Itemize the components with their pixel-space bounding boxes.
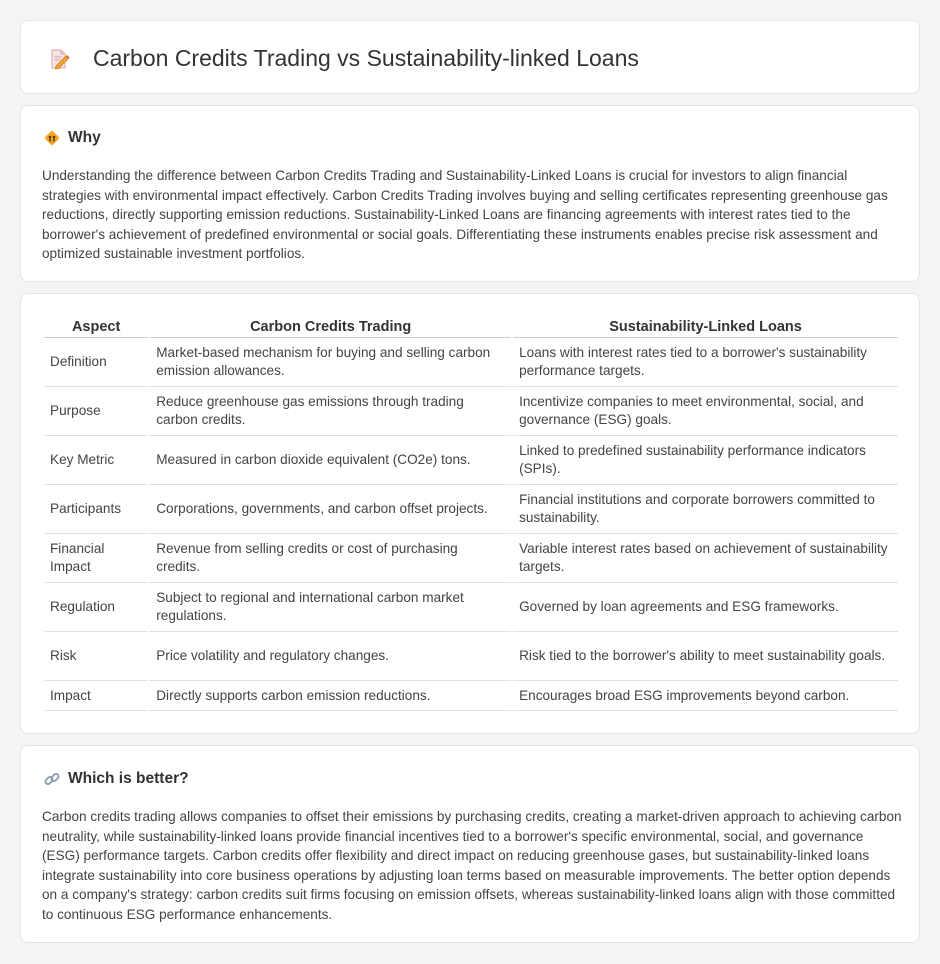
- why-text: Understanding the difference between Carbon Credits Trading and Sustainability-Linked Loans is crucial for investors to align financial strategies with environmental impact effectively. Carbon Credits Trading involves buying and selling certificates representing greenhouse gas reductions, directly supporting emission reductions. Sustainability-Linked Loans are financing agreements with interest rates tied to the borrower's achievement of predefined environmental or social goals. Differentiating these instruments enables precise risk assessment and optimized sustainable investment portfolios.: [42, 168, 888, 262]
- table-row: [44, 436, 898, 485]
- header-aspect: Aspect: [44, 316, 148, 338]
- table-row: [44, 681, 898, 711]
- carbon-cell: Revenue from selling credits or cost of purchasing credits.: [150, 534, 511, 583]
- carbon-cell: Measured in carbon dioxide equivalent (CO2e) tons.: [150, 436, 511, 485]
- header-carbon-credits: Carbon Credits Trading: [150, 316, 511, 338]
- aspect-cell: Financial Impact: [44, 534, 148, 583]
- aspect-cell: Impact: [44, 681, 148, 711]
- carbon-cell: Subject to regional and international carbon market regulations.: [150, 583, 511, 632]
- carbon-cell: Price volatility and regulatory changes.: [150, 632, 511, 681]
- sll-cell: Encourages broad ESG improvements beyond carbon.: [513, 681, 898, 711]
- sll-cell: Linked to predefined sustainability performance indicators (SPIs).: [513, 436, 898, 485]
- table-row: [44, 485, 898, 534]
- document-pencil-icon: [47, 47, 71, 71]
- header-sll: Sustainability-Linked Loans: [513, 316, 898, 338]
- which-better-section: [20, 745, 920, 943]
- aspect-cell: Purpose: [44, 387, 148, 436]
- diamond-sign-icon: [43, 129, 61, 147]
- table-row: [44, 632, 898, 681]
- page-title: Carbon Credits Trading vs Sustainability-linked Loans: [93, 45, 639, 71]
- title-row: [47, 45, 639, 72]
- aspect-cell: Participants: [44, 485, 148, 534]
- table-row: [44, 534, 898, 583]
- table-row: [44, 583, 898, 632]
- aspect-cell: Key Metric: [44, 436, 148, 485]
- why-heading-row: [43, 129, 101, 147]
- sll-cell: Variable interest rates based on achievement of sustainability targets.: [513, 534, 898, 583]
- comparison-table: [42, 316, 900, 711]
- sll-cell: Governed by loan agreements and ESG frameworks.: [513, 583, 898, 632]
- header-card: [20, 20, 920, 94]
- why-section: [20, 105, 920, 282]
- why-heading: Why: [68, 129, 101, 146]
- better-heading: Which is better?: [68, 770, 189, 787]
- table-row: [44, 387, 898, 436]
- carbon-cell: Reduce greenhouse gas emissions through trading carbon credits.: [150, 387, 511, 436]
- sll-cell: Financial institutions and corporate borrowers committed to sustainability.: [513, 485, 898, 534]
- carbon-cell: Directly supports carbon emission reductions.: [150, 681, 511, 711]
- aspect-cell: Risk: [44, 632, 148, 681]
- aspect-cell: Regulation: [44, 583, 148, 632]
- table-row: [44, 338, 898, 387]
- sll-cell: Incentivize companies to meet environmental, social, and governance (ESG) goals.: [513, 387, 898, 436]
- carbon-cell: Corporations, governments, and carbon offset projects.: [150, 485, 511, 534]
- better-heading-row: [43, 770, 189, 788]
- table-header-row: [44, 316, 898, 338]
- better-text: Carbon credits trading allows companies to offset their emissions by purchasing credits, creating a market-driven approach to achieving carbon neutrality, while sustainability-linked loans provide financial incentives tied to a borrower's specific environmental, social, and governance (ESG) performance targets. Carbon credits offer flexibility and direct impact on reducing greenhouse gases, but sustainability-linked loans integrate sustainability into core business operations by adjusting loan terms based on measurable improvements. The better option depends on a company's strategy: carbon credits suit firms focusing on emission offsets, whereas sustainability-linked loans align with those committed to continuous ESG performance enhancements.: [42, 809, 902, 922]
- sll-cell: Risk tied to the borrower's ability to meet sustainability goals.: [513, 632, 898, 681]
- sll-cell: Loans with interest rates tied to a borrower's sustainability performance targets.: [513, 338, 898, 387]
- aspect-cell: Definition: [44, 338, 148, 387]
- comparison-section: [20, 293, 920, 734]
- carbon-cell: Market-based mechanism for buying and selling carbon emission allowances.: [150, 338, 511, 387]
- link-icon: [43, 770, 61, 788]
